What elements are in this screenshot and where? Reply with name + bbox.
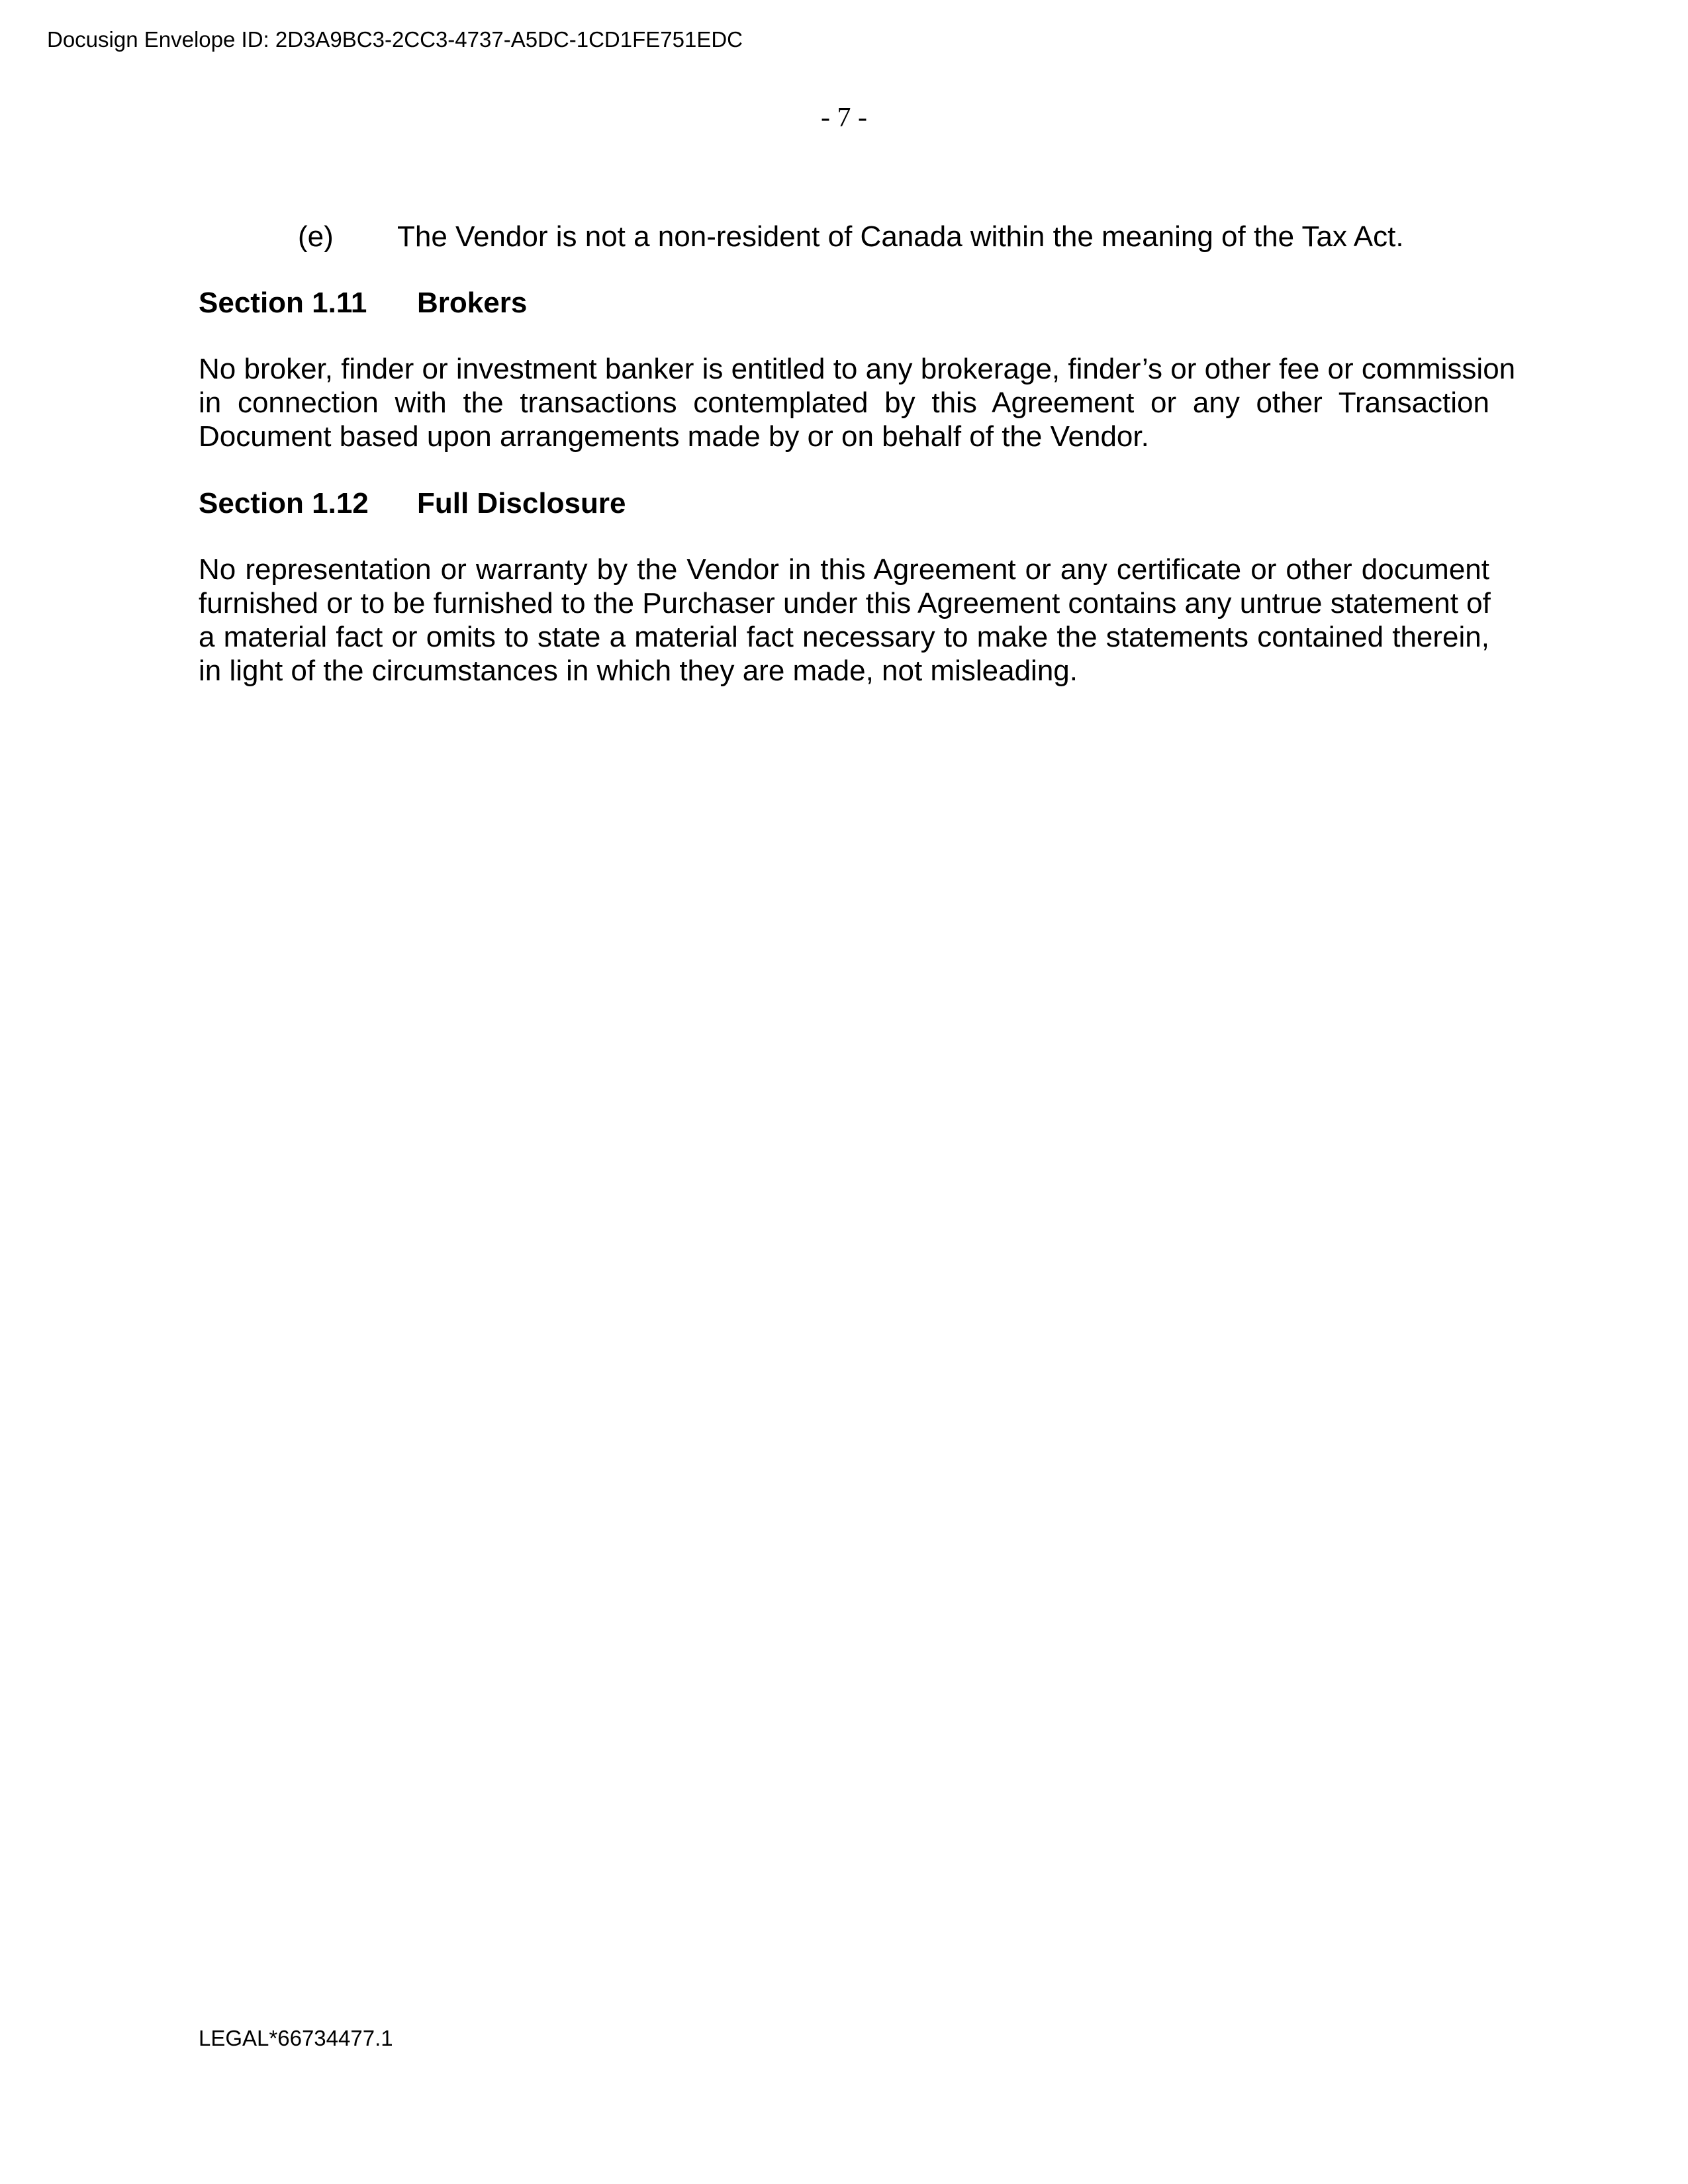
section-number: Section 1.12 xyxy=(199,487,369,520)
clause-text: The Vendor is not a non-resident of Canada within the meaning of the Tax Act. xyxy=(397,220,1404,253)
paragraph-line: Document based upon arrangements made by or on behalf of the Vendor. xyxy=(199,420,1149,453)
paragraph-line: in connection with the transactions contemplated by this Agreement or any other Transaction xyxy=(199,387,1489,419)
full-disclosure-paragraph xyxy=(199,553,1489,688)
section-title: Brokers xyxy=(417,287,528,319)
section-heading-full-disclosure xyxy=(199,485,626,522)
paragraph-line: in light of the circumstances in which they are made, not misleading. xyxy=(199,655,1078,687)
paragraph-line: furnished or to be furnished to the Purchaser under this Agreement contains any untrue statement of xyxy=(199,587,1491,619)
paragraph-line: No representation or warranty by the Vendor in this Agreement or any certificate or other document xyxy=(199,553,1489,586)
section-number: Section 1.11 xyxy=(199,287,367,319)
clause-e xyxy=(298,218,1489,255)
brokers-paragraph xyxy=(199,352,1516,453)
page-number: - 7 - xyxy=(821,103,867,133)
section-title: Full Disclosure xyxy=(417,487,626,520)
clause-marker: (e) xyxy=(298,220,334,253)
paragraph-line: a material fact or omits to state a material fact necessary to make the statements contained therein, xyxy=(199,621,1489,653)
section-heading-brokers xyxy=(199,285,527,322)
docusign-envelope-id: Docusign Envelope ID: 2D3A9BC3-2CC3-4737-A5DC-1CD1FE751EDC xyxy=(47,27,743,52)
paragraph-line: No broker, finder or investment banker is entitled to any brokerage, finder’s or other fee or commission xyxy=(199,353,1516,385)
footer-document-id: LEGAL*66734477.1 xyxy=(199,2026,393,2050)
